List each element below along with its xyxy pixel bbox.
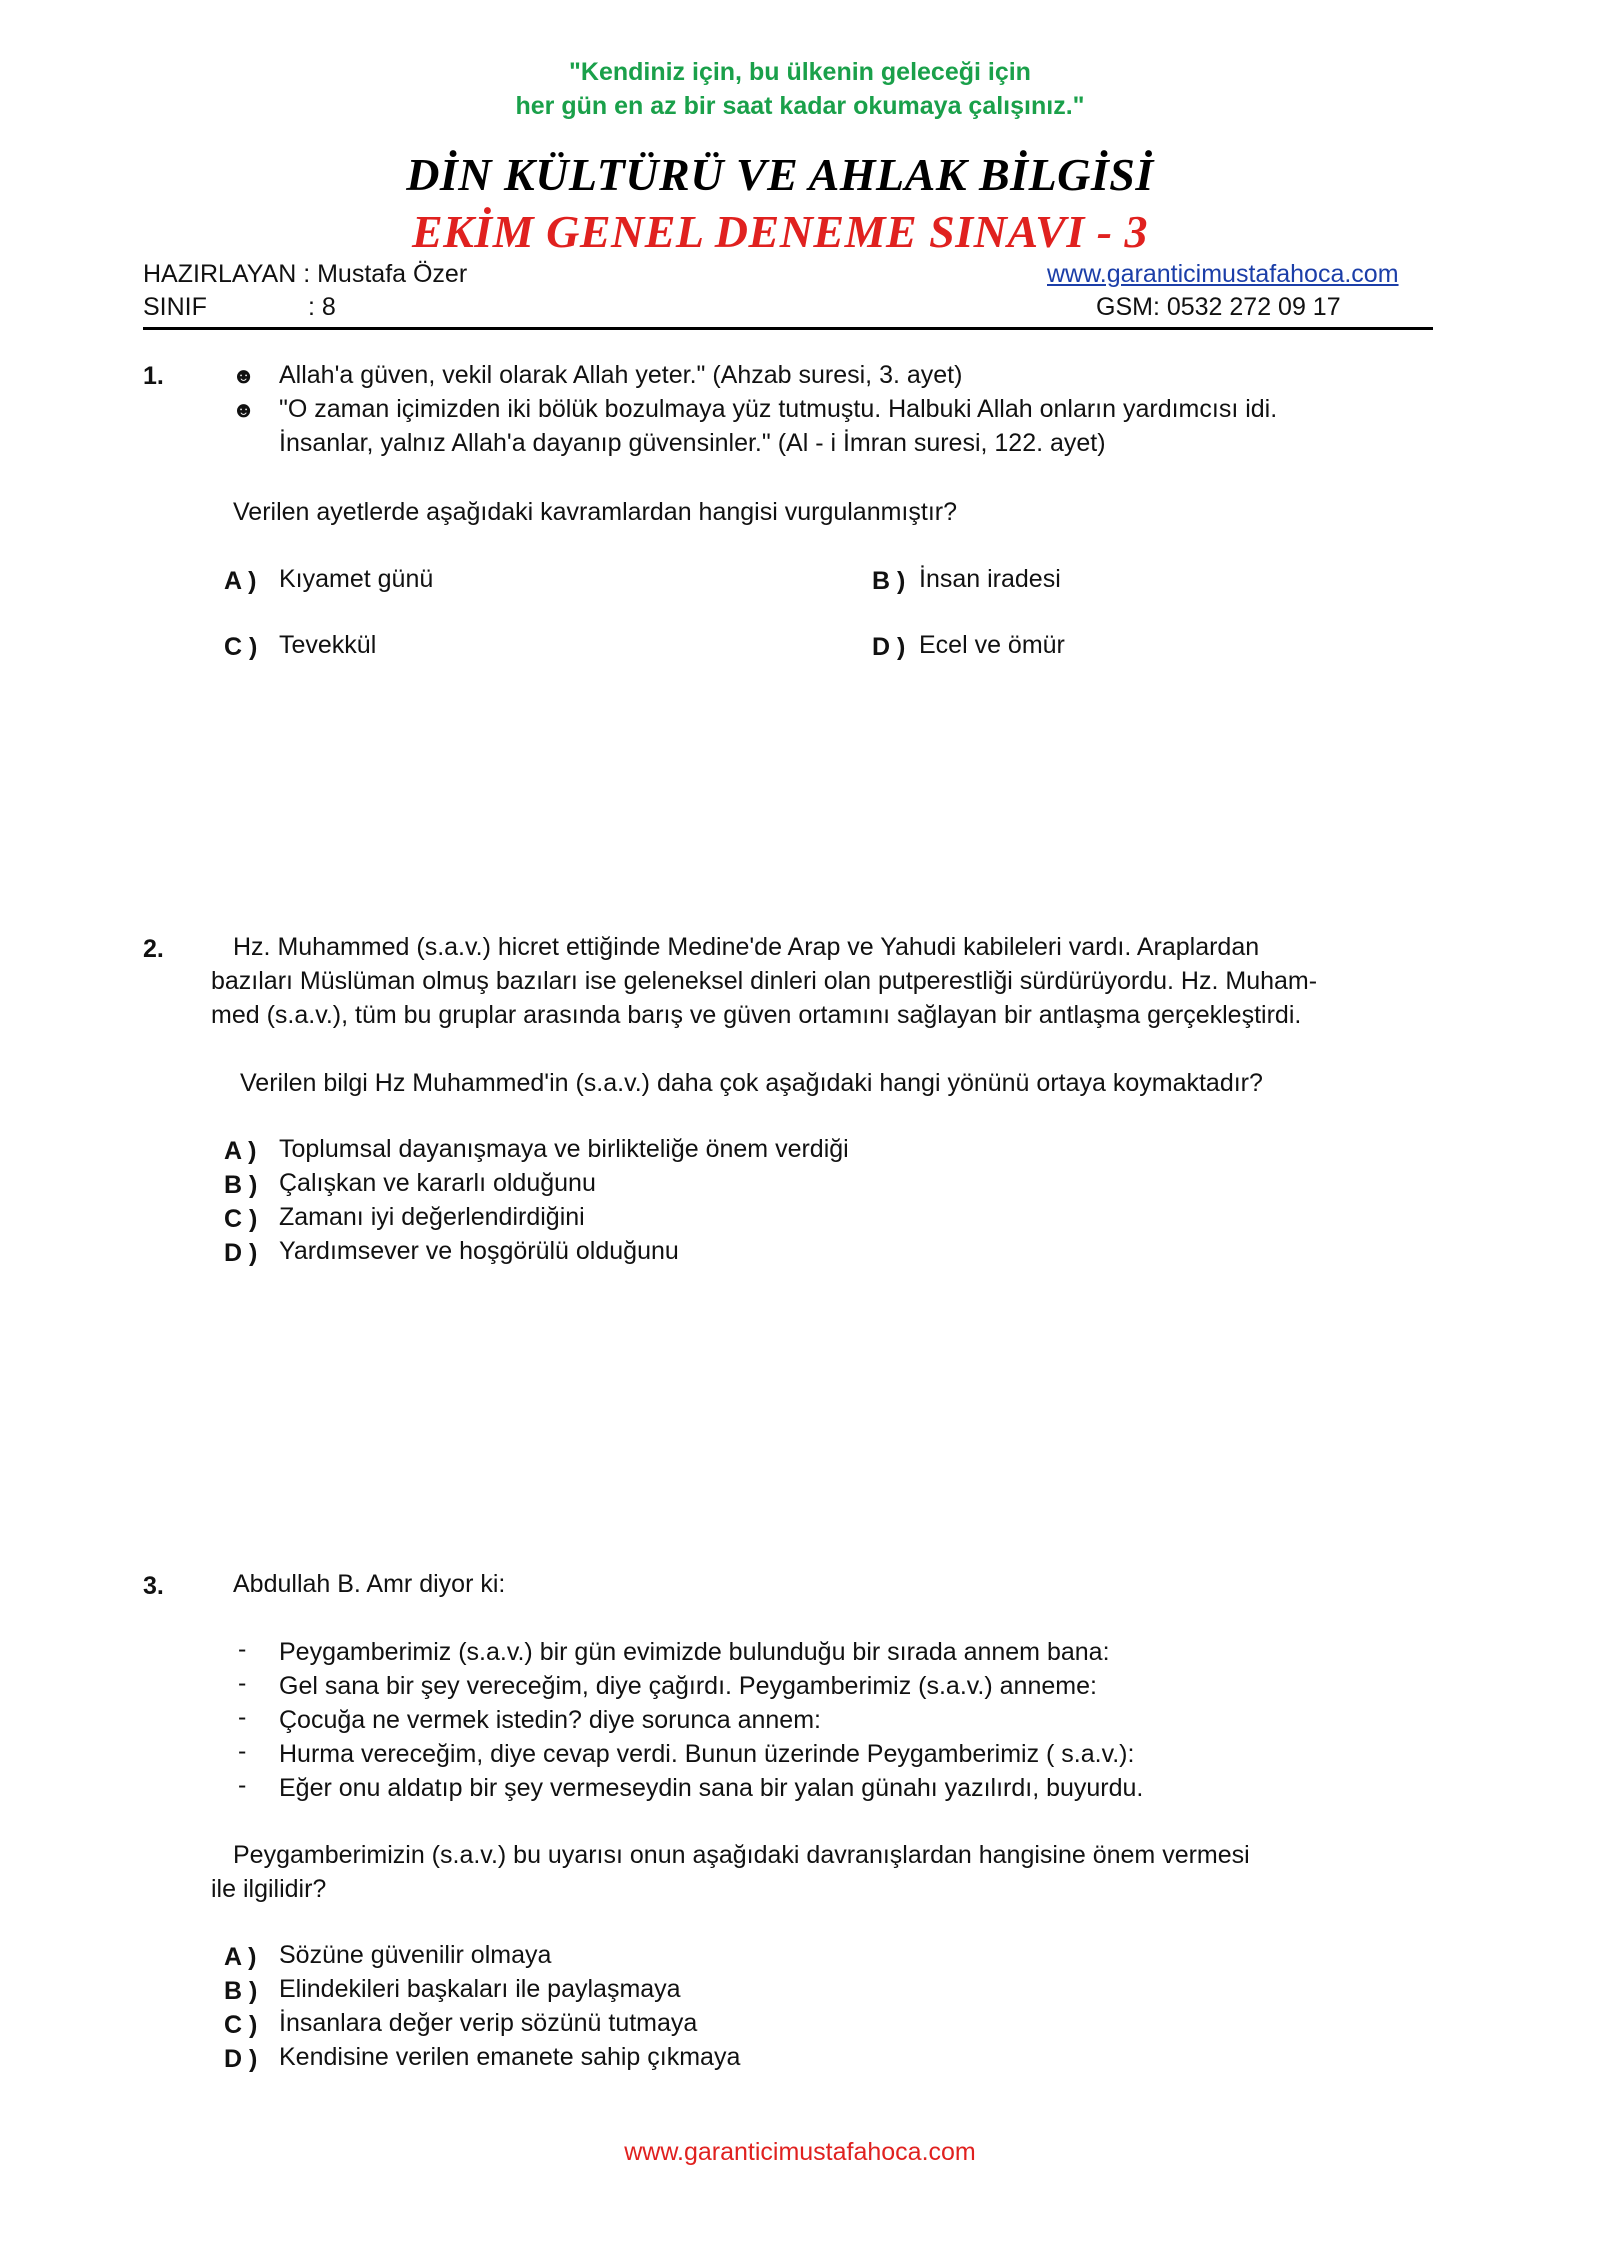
motto-line-1: "Kendiniz için, bu ülkenin geleceği için [569,58,1031,86]
header-website-text[interactable]: www.garanticimustafahoca.com [1047,260,1399,288]
dialogue-dash: - [238,1737,247,1765]
question-3-option-d[interactable]: Kendisine verilen emanete sahip çıkmaya [279,2043,741,2071]
smiley-bullet-icon: ☻ [232,363,256,388]
question-3-option-letter[interactable]: A ) [224,1943,257,1971]
question-2-body-line-3: med (s.a.v.), tüm bu gruplar arasında barış ve güven ortamını sağlayan bir antlaşma gerçekleştirdi. [211,1001,1302,1029]
question-3-intro: Abdullah B. Amr diyor ki: [233,1570,506,1598]
question-1-bullet-1: Allah'a güven, vekil olarak Allah yeter." (Ahzab suresi, 3. ayet) [279,361,963,389]
question-3-prompt-line-2: ile ilgilidir? [211,1875,327,1903]
question-3-dialogue-2: Gel sana bir şey vereceğim, diye çağırdı. Peygamberimiz (s.a.v.) anneme: [279,1672,1097,1700]
author-label: HAZIRLAYAN : Mustafa Özer [143,260,468,288]
dialogue-dash: - [238,1703,247,1731]
question-2-prompt: Verilen bilgi Hz Muhammed'in (s.a.v.) daha çok aşağıdaki hangi yönünü ortaya koymaktadır? [240,1069,1263,1097]
question-2-option-letter[interactable]: B ) [224,1171,258,1199]
gsm-number: GSM: 0532 272 09 17 [1096,293,1341,321]
question-3-number: 3. [143,1572,164,1600]
question-1-option-letter[interactable]: D ) [872,633,906,661]
question-1-option-c[interactable]: Tevekkül [279,631,377,659]
question-2-body-line-2: bazıları Müslüman olmuş bazıları ise geleneksel dinleri olan putperestliği sürdürüyordu. Hz. Muham- [211,967,1318,995]
question-3-option-c[interactable]: İnsanlara değer verip sözünü tutmaya [279,2009,698,2037]
question-2-option-letter[interactable]: D ) [224,1239,258,1267]
question-2-option-b[interactable]: Çalışkan ve kararlı olduğunu [279,1169,596,1197]
class-label: SINIF [143,293,207,321]
question-1-option-a[interactable]: Kıyamet günü [279,565,434,593]
question-3-dialogue-1: Peygamberimiz (s.a.v.) bir gün evimizde bulunduğu bir sırada annem bana: [279,1638,1110,1666]
footer-website[interactable]: www.garanticimustafahoca.com [624,2138,976,2166]
question-3-option-a[interactable]: Sözüne güvenilir olmaya [279,1941,552,1969]
question-1-prompt: Verilen ayetlerde aşağıdaki kavramlardan hangisi vurgulanmıştır? [233,498,957,526]
question-3-option-letter[interactable]: C ) [224,2011,258,2039]
header-divider [143,327,1433,330]
question-2-option-c[interactable]: Zamanı iyi değerlendirdiğini [279,1203,585,1231]
question-3-option-b[interactable]: Elindekileri başkaları ile paylaşmaya [279,1975,681,2003]
question-2-body-line-1: Hz. Muhammed (s.a.v.) hicret ettiğinde Medine'de Arap ve Yahudi kabileleri vardı. Araplardan [233,933,1260,961]
question-2-option-letter[interactable]: A ) [224,1137,257,1165]
question-1-option-d[interactable]: Ecel ve ömür [919,631,1065,659]
motto-line-2: her gün en az bir saat kadar okumaya çalışınız." [515,92,1085,120]
question-3-dialogue-5: Eğer onu aldatıp bir şey vermeseydin sana bir yalan günahı yazılırdı, buyurdu. [279,1774,1144,1802]
exam-subtitle: EKİM GENEL DENEME SINAVI - 3 [411,206,1149,257]
question-2-option-a[interactable]: Toplumsal dayanışmaya ve birlikteliğe önem verdiği [279,1135,849,1163]
class-value: : 8 [308,293,336,321]
question-1-option-letter[interactable]: C ) [224,633,258,661]
question-1-bullet-2: "O zaman içimizden iki bölük bozulmaya yüz tutmuştu. Halbuki Allah onların yardımcısı idi. [279,395,1278,423]
question-3-dialogue-4: Hurma vereceğim, diye cevap verdi. Bunun üzerinde Peygamberimiz ( s.a.v.): [279,1740,1135,1768]
question-2-option-d[interactable]: Yardımsever ve hoşgörülü olduğunu [279,1237,679,1265]
question-1-bullet-2-cont: İnsanlar, yalnız Allah'a dayanıp güvensinler." (Al - i İmran suresi, 122. ayet) [279,429,1106,457]
smiley-bullet-icon: ☻ [232,397,256,422]
question-3-option-letter[interactable]: B ) [224,1977,258,2005]
question-3-option-letter[interactable]: D ) [224,2045,258,2073]
question-1-option-b[interactable]: İnsan iradesi [919,565,1061,593]
question-1-option-letter[interactable]: A ) [224,567,257,595]
question-1-number: 1. [143,362,164,390]
question-2-option-letter[interactable]: C ) [224,1205,258,1233]
exam-title: DİN KÜLTÜRÜ VE AHLAK BİLGİSİ [406,149,1154,200]
question-2-number: 2. [143,935,164,963]
dialogue-dash: - [238,1635,247,1663]
question-1-option-letter[interactable]: B ) [872,567,906,595]
header-website-link[interactable] [1047,260,1399,289]
question-3-prompt-line-1: Peygamberimizin (s.a.v.) bu uyarısı onun aşağıdaki davranışlardan hangisine önem vermesi [233,1841,1250,1869]
dialogue-dash: - [238,1771,247,1799]
question-3-dialogue-3: Çocuğa ne vermek istedin? diye sorunca annem: [279,1706,821,1734]
dialogue-dash: - [238,1669,247,1697]
